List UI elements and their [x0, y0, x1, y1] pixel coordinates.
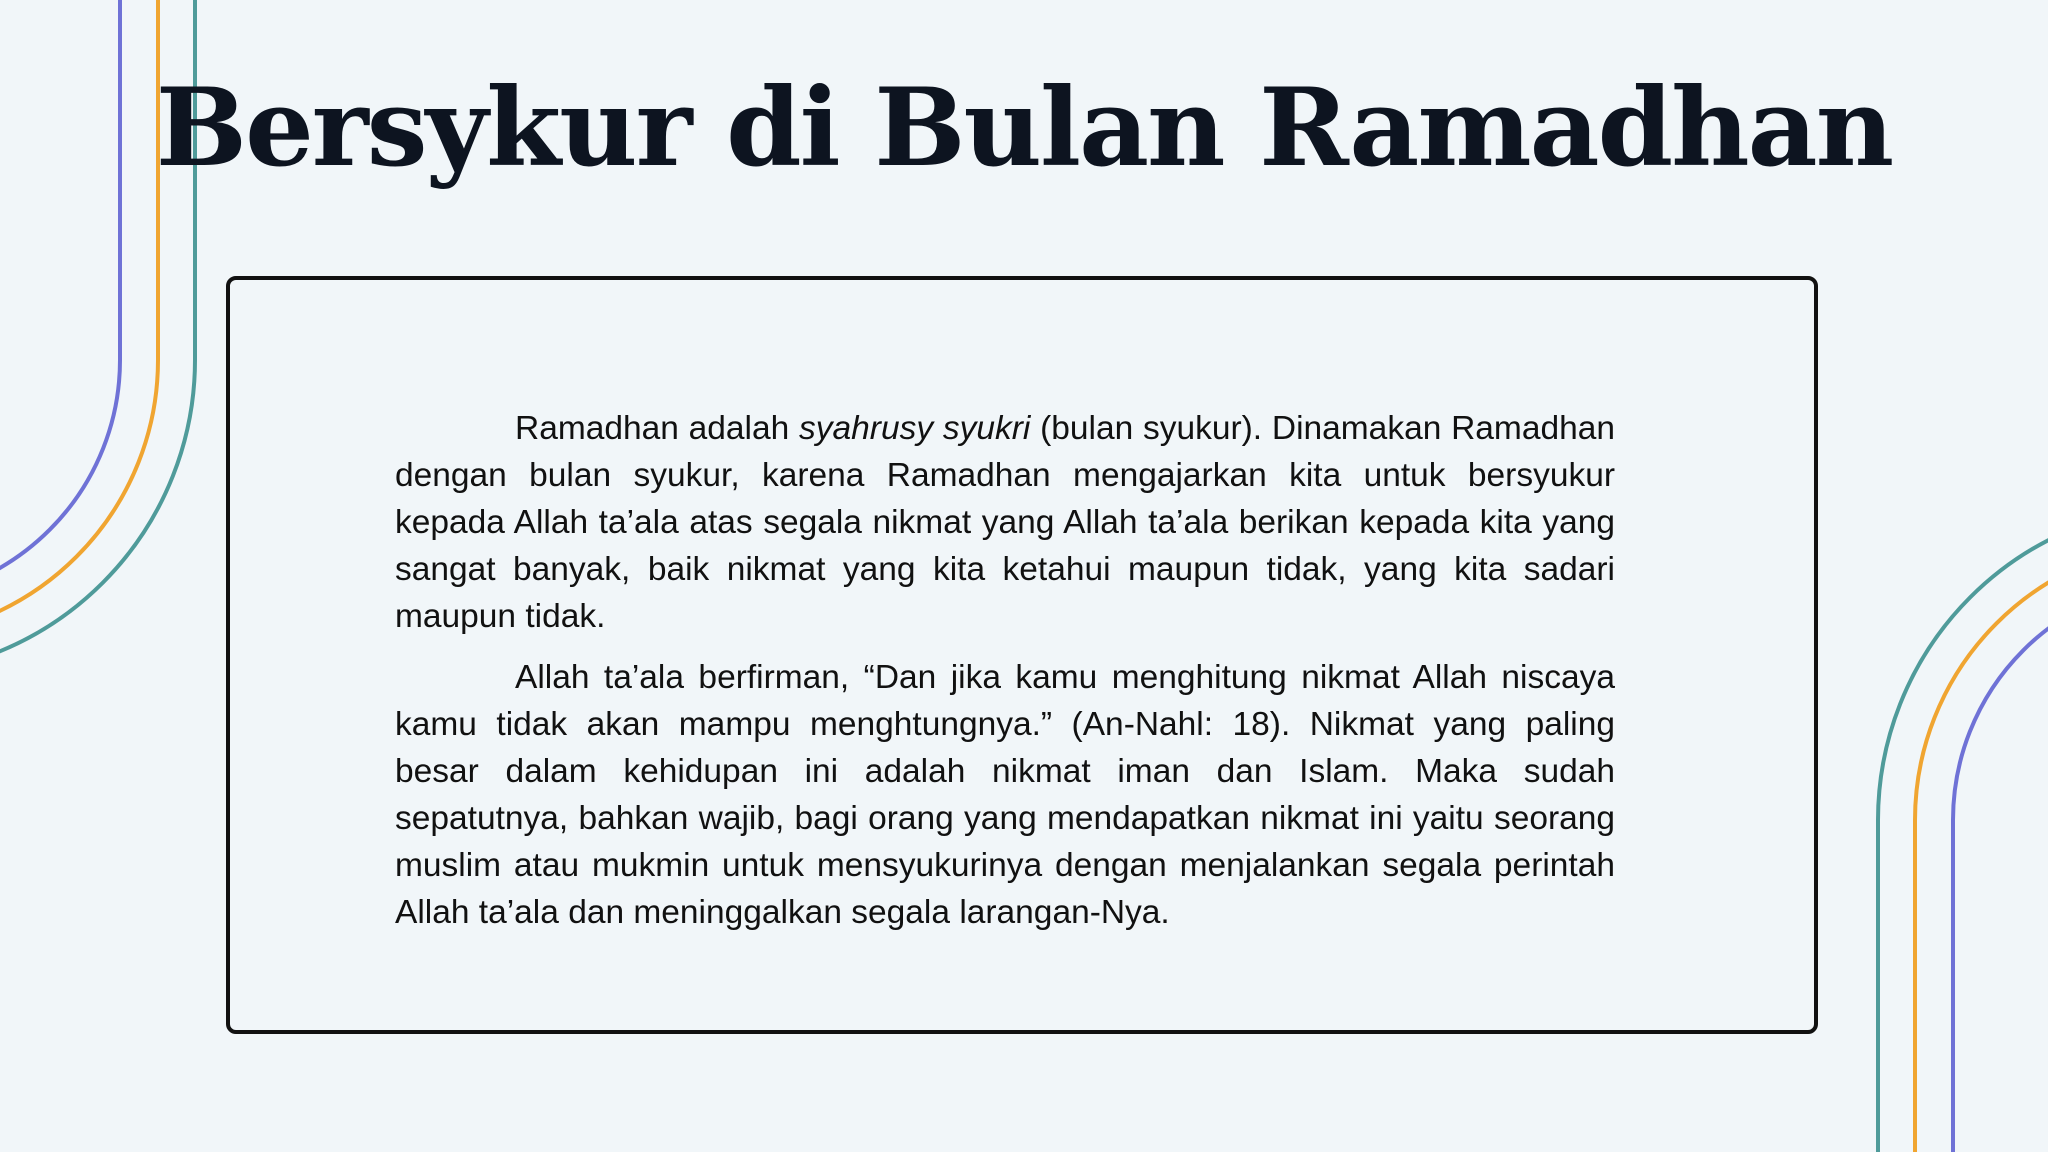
paragraph-2: Allah ta’ala berfirman, “Dan jika kamu menghitung nikmat Allah niscaya kamu tidak akan mampu menghtungnya.” (An-Nahl: 18). Nikmat yang paling besar dalam kehidupan ini adalah nikmat iman dan Islam. Maka sudah sepatutnya, bahkan wajib, bagi orang yang mendapatkan nikmat ini yaitu seorang muslim atau mukmin untuk mensyukurinya dengan menjalankan segala perintah Allah ta’ala dan meninggalkan segala larangan-Nya. [395, 659, 1615, 931]
slide-title: Bersykur di Bulan Ramadhan [155, 65, 1893, 191]
paragraph-1-part-2: (bulan syukur). Dinamakan Ramadhan dengan bulan syukur, karena Ramadhan mengajarkan kita untuk bersyukur kepada Allah ta’ala atas segala nikmat yang Allah ta’ala berikan kepada kita yang sangat banyak, baik nikmat yang kita ketahui maupun tidak, yang kita sadari maupun tidak. [395, 410, 1615, 635]
right-arc-orange [1915, 542, 2048, 1152]
right-arc-purple [1953, 580, 2048, 1152]
body-text [395, 405, 1615, 950]
paragraph-1 [395, 405, 1615, 640]
paragraph-1-part-1: Ramadhan adalah [515, 410, 800, 447]
paragraph-1-italic-term: syahrusy syukri [799, 410, 1031, 447]
